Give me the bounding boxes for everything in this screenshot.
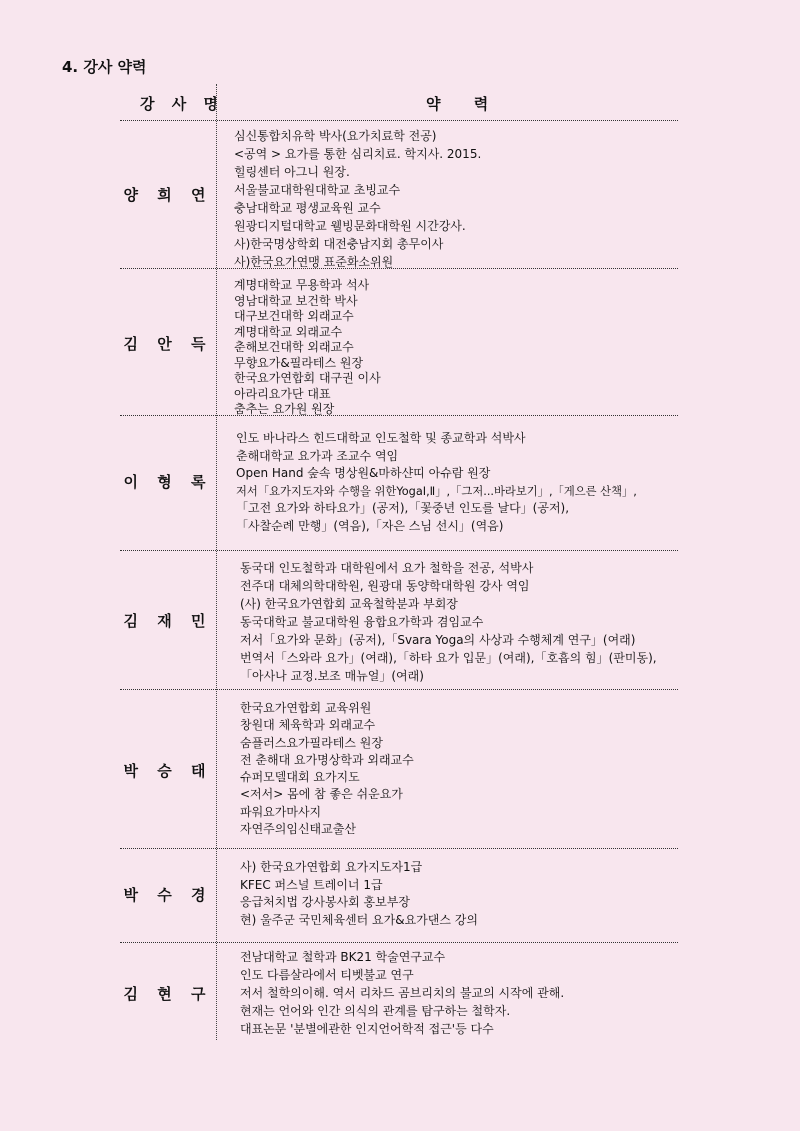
bio-line: 심신통합치유학 박사(요가치료학 전공) [234,129,437,143]
instructor-bio [240,700,414,838]
bio-line: 사) 한국요가연합회 요가지도자1급 [240,860,423,874]
bio-line: 원광디지털대학교 웰빙문화대학원 시간강사. [234,219,466,233]
bio-line: <공역 > 요가를 통한 심리치료. 학지사. 2015. [234,147,482,161]
bio-line: 서울불교대학원대학교 초빙교수 [234,183,401,197]
instructor-table [120,84,678,1039]
instructor-name: 이 형 록 [123,473,213,491]
bio-line: 사)한국명상학회 대전충남지회 총무이사 [234,237,444,251]
bio-line: (사) 한국요가연합회 교육철학분과 부회장 [240,597,458,611]
instructor-name: 박 수 경 [123,886,213,904]
bio-line: 충남대학교 평생교육원 교수 [234,201,381,215]
bio-line: 동국대 인도철학과 대학원에서 요가 철학을 전공, 석박사 [240,561,534,575]
bio-line: 저서「요가와 문화」(공저),「Svara Yoga의 사상과 수행체계 연구」(여래) [240,633,636,647]
bio-line: <저서> 몸에 참 좋은 쉬운요가 [240,787,403,802]
bio-line: KFEC 퍼스널 트레이너 1급 [240,877,383,892]
instructor-name: 김 현 구 [123,985,213,1003]
bio-line: 전남대학교 철학과 BK21 학술연구교수 [240,950,446,964]
bio-line: 계명대학교 무용학과 석사 [234,278,370,292]
instructor-name: 박 승 태 [123,762,213,780]
instructor-bio [240,948,564,1038]
bio-line: 한국요가연합회 교육위원 [240,701,372,715]
bio-line: 「고전 요가와 하타요가」(공저),「꽃중년 인도를 날다」(공저), [236,501,570,515]
bio-line: 현) 울주군 국민체육센터 요가&요가댄스 강의 [240,912,478,927]
instructor-name: 김 재 민 [123,612,213,630]
instructor-row [120,551,678,689]
bio-line: 춘해보건대학 외래교수 [234,340,354,354]
bio-line: 현재는 언어와 인간 의식의 관계를 탐구하는 철학자. [240,1004,511,1018]
bio-line: 계명대학교 외래교수 [234,324,343,339]
bio-line: 저서 철학의이해. 역서 리차드 곰브리치의 불교의 시작에 관해. [240,986,565,1000]
bio-line: 숨플러스요가필라테스 원장 [240,735,383,750]
bio-line: 동국대학교 불교대학원 융합요가학과 겸임교수 [240,615,484,629]
instructor-row [120,849,678,942]
bio-line: 번역서「스와라 요가」(여래),「하타 요가 입문」(여래),「호흡의 힘」(판미동), [240,651,657,665]
bio-line: 전주대 대체의학대학원, 원광대 동양학대학원 강사 역임 [240,579,530,593]
bio-line: 「사찰순례 만행」(역음),「자은 스님 선시」(역음) [236,518,504,533]
bio-line: 인도 다름살라에서 티벳불교 연구 [240,968,414,982]
instructor-bio [234,127,481,271]
header-bio: 약 력 [426,95,503,113]
bio-line: 창원대 체육학과 외래교수 [240,718,376,733]
header-name: 강 사 명 [140,95,224,113]
bio-line: 파워요가마사지 [240,804,322,819]
bio-line: 저서「요가지도자와 수행을 위한YogaⅠ,Ⅱ」,「그저...바라보기」,「게으른 산책」, [236,484,637,498]
table-header [120,84,678,120]
bio-line: 대표논문 '분별에관한 인지언어학적 접근'등 다수 [240,1022,494,1036]
bio-line: 아라리요가단 대표 [234,386,331,401]
bio-line: 춘해대학교 요가과 조교수 역임 [236,448,399,463]
instructor-row [120,943,678,1039]
instructor-row [120,690,678,848]
bio-line: 응급처치법 강사봉사회 홍보부장 [240,895,410,909]
bio-line: 자연주의임신태교출산 [240,822,356,837]
bio-line: 전 춘해대 요가명상학과 외래교수 [240,752,414,767]
instructor-row [120,416,678,550]
instructor-bio [234,278,381,418]
bio-line: 인도 바나라스 힌드대학교 인도철학 및 종교학과 석박사 [236,431,526,445]
instructor-bio [240,559,657,685]
section-title: 4. 강사 약력 [62,58,147,76]
bio-line: 대구보건대학 외래교수 [234,309,354,323]
bio-line: 힐링센터 아그니 원장. [234,165,350,179]
bio-line: 무향요가&필라테스 원장 [234,355,364,370]
instructor-bio [236,430,637,535]
instructor-row [120,269,678,415]
bio-line: Open Hand 숲속 명상원&마하샨띠 아슈람 원장 [236,466,491,480]
bio-line: 춤추는 요가원 원장 [234,402,335,416]
instructor-name: 양 희 연 [123,186,213,204]
bio-line: 「아사나 교정.보조 매뉴얼」(여래) [240,669,424,683]
instructor-name: 김 안 득 [123,335,213,353]
instructor-row [120,121,678,268]
bio-line: 슈퍼모델대회 요가지도 [240,770,360,785]
bio-line: 영남대학교 보건학 박사 [234,293,358,308]
instructor-bio [240,859,478,929]
bio-line: 한국요가연합회 대구권 이사 [234,371,381,385]
bio-line: 사)한국요가연맹 표준화소위원 [234,255,394,269]
